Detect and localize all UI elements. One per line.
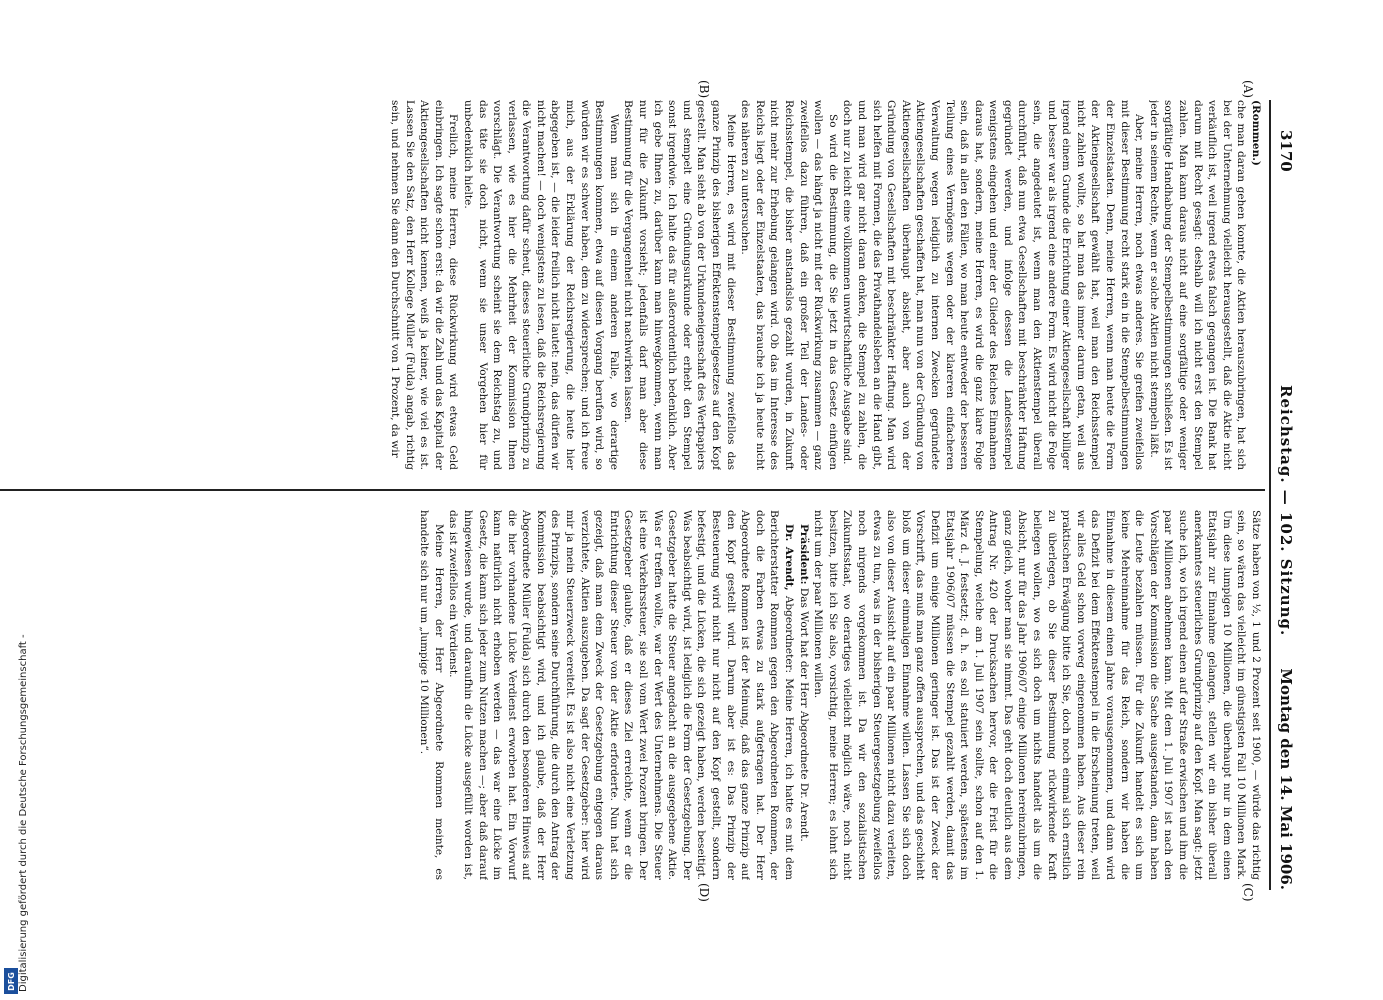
left-paragraph-1: che man daran gehen konnte, die Aktien herauszubringen, hat sich bei der Unternehmung vielleicht herausgestellt, daß die Aktie nicht verkäuflich ist, weil irgend etwas falsch gegangen ist. Die Bank hat darum mit Recht gesagt: deshalb will ich nicht erst den Stempel zahlen. Man kann daraus nicht auf eine sorgfältige oder weniger sorgfältige Handhabung der Stempelbestimmungen schließen. Es ist jeder in seinem Rechte, wenn er solche Aktien nicht stempeln läßt. bbox=[1147, 100, 1248, 470]
president-label: Präsident: bbox=[797, 524, 810, 585]
running-title: Reichstag. — 102. Sitzung. bbox=[1277, 385, 1295, 637]
margin-mark-d: (D) bbox=[697, 883, 711, 902]
left-paragraph-3: So wird die Bestimmung, die Sie jetzt in das Gesetz einfügen wollen — das hängt ja nicht mit der Rückwirkung zusammen — ganz zweifellos dazu führen, daß ein großer Teil der Landes- oder Reichsstempel, die bisher anstandslos gezahlt wurden, in Zukunft nicht mehr zur Erhebung gelangen wird. Ob das im Interesse des Reichs liegt oder der Einzelstaaten, das brauche ich ja heute nicht des näheren zu untersuchen. bbox=[739, 100, 839, 470]
arendt-speech bbox=[446, 510, 796, 880]
president-line bbox=[796, 510, 811, 880]
arendt-paragraph-2: Meine Herren, der Herr Abgeordnete Rommen meinte, es handelte sich nur um „lumpige 10 Millionen“. bbox=[418, 510, 445, 880]
margin-mark-b: (B) bbox=[697, 80, 711, 99]
left-column bbox=[0, 100, 1263, 470]
right-paragraph-1: Sätze haben von ½, 1 und 2 Prozent seit 1900, — würde das richtig sein, so wären das vielleicht im günstigsten Fall 10 Millionen Mark. Um diese lumpigen 10 Millionen, die überhaupt nur in dem einen Etatsjahr zur Einnahme gelangen, stellen wir ein bisher überall anerkanntes steuerliches Grundprinzip auf den Kopf. Man sagt: jetzt suche ich, wo ich irgend einen auf der Straße erwischen und ihm die paar Millionen abnehmen kann. Mit dem 1. Juli 1907 ist nach den Vorschlägen der Kommission die Sache ausgestanden, dann haben die Leute bezahlen müssen. Für die Zukunft handelt es sich um keine Mehreinnahme für das Reich, sondern wir haben die Einnahme in diesem einen Jahre vorausgenommen, und dann wird das Defizit bei dem Effektenstempel in die Erscheinung treten, weil wir alles Geld schon vorweg eingenommen haben. Aus dieser rein praktischen Erwägung bitte ich Sie, doch noch einmal sich ernstlich zu überlegen, ob Sie dieser Bestimmung rückwirkende Kraft beilegen wollen, wo es sich doch um nichts handelt als um die Absicht, nur für das Jahr 1906/07 einige Millionen hereinzubringen, ganz gleich, woher man sie nimmt. Das geht doch deutlich aus dem Antrag Nr. 420 der Drucksachen hervor, der die Frist für die Stempelung, welche am 1. Juli 1907 sein sollte, schon auf den 1. März d. J. festsetzt; d. h. es soll statuiert werden, spätestens im Etatsjahr 1906/07 müssen die Stempel gezahlt werden, damit das Defizit um einige Millionen geringer ist. Das ist der Zweck der Vorschrift, das muß man ganz offen aussprechen, und das geschieht bloß um dieser einmaligen Einnahme willen. Lassen Sie sich doch also von dieser Aussicht auf ein paar Millionen nicht dazu verleiten, etwas zu tun, was in der bisherigen Steuergesetzgebung zweifellos noch nirgends vorgekommen ist. Da wir den sozialistischen Zukunftsstaat, wo derartiges vielleicht möglich wäre, noch nicht besitzen, bitte ich Sie also, vorsichtig, meine Herren; es lohnt sich nicht um der paar Millionen willen. bbox=[812, 510, 1262, 880]
header-rule bbox=[1269, 100, 1271, 890]
left-paragraph-5: Wenn man sich in einem anderen Falle, wo derartige Bestimmungen kommen, etwa auf diesen Vorgang berufen wird, so würden wir es schwer haben, dem zu widersprechen; und ich freue mich, aus der Erklärung der Reichsregierung, die heute hier abgegeben ist, — die leider freilich nicht lautet: nein, das dürfen wir nicht machen! — doch wenigstens zu lesen, daß die Reichsregierung die Verantwortung dafür scheut, dieses steuerliche Grundprinzip zu verlassen, wie es hier die Mehrheit der Kommission Ihnen vorschlägt. Die Verantwortung scheint sie dem Reichstag zu, und das täte sie doch nicht, wenn sie unser Vorgehen hier für unbedenklich hielte. bbox=[461, 100, 620, 470]
margin-mark-a: (A) bbox=[1241, 80, 1255, 99]
footer bbox=[0, 0, 29, 1000]
margin-mark-c: (C) bbox=[1241, 883, 1255, 902]
right-column bbox=[0, 510, 1263, 880]
session-date: Montag den 14. Mai 1906. bbox=[1277, 668, 1295, 890]
left-paragraph-4: Meine Herren, es wird mit dieser Bestimmung zweifellos das ganze Prinzip des bisherigen Effektenstempelgesetzes auf den Kopf gestellt. Man sieht ab von der Urkundeneigenschaft des Wertpapiers und stempelt eine Gründungsurkunde oder erhebt den Stempel sonst irgendwie. Ich halte das für außerordentlich bedenklich. Aber ich gebe Ihnen zu, darüber kann man hinwegkommen, wenn man nur für die Zukunft vorsieht; jedenfalls darf man aber diese Bestimmung für die Vergangenheit nicht nachwirken lassen. bbox=[622, 100, 737, 470]
page-header bbox=[1273, 130, 1295, 890]
column-divider bbox=[0, 489, 1265, 491]
footer-text: Digitalisierung gefördert durch die Deutsche Forschungsgemeinschaft - bbox=[18, 634, 29, 992]
speaker-tag: (Rommen.) bbox=[1250, 100, 1262, 166]
arendt-label: Dr. Arendt, bbox=[783, 524, 795, 591]
president-text: Das Wort hat der Herr Abgeordnete Dr. Arendt. bbox=[797, 587, 810, 842]
page-number: 3170 bbox=[1277, 130, 1295, 172]
left-paragraph-6: Freilich, meine Herren, diese Rückwirkung wird etwas Geld einbringen. Ich sagte schon erst: da wir die Zahl und das Kapital der Aktiengesellschaften nicht kennen, weiß ja keiner, wie viel es ist. Lassen Sie den Satz, den Herr Kollege Müller (Fulda) angab, richtig sein, und nehmen Sie dann den Durchschnitt von 1 Prozent, da wir bbox=[388, 100, 460, 470]
dfg-logo bbox=[4, 968, 18, 994]
arendt-paragraph-1: Abgeordneter: Meine Herren, ich hatte es mit dem Berichterstatter Rommen gegen den Abgeordneten Rommen, der doch die Farben etwas zu stark aufgetragen hat. Der Herr Abgeordnete Rommen ist der Meinung, daß das ganze Prinzip auf den Kopf gestellt wird. Darum aber ist es: Das Prinzip der Besteuerung wird nicht nur nicht auf den Kopf gestellt, sondern befestigt, und die Lücken, die sich gezeigt haben, werden beseitigt. Was beabsichtigt wird, ist lediglich die Form der Gesetzgebung. Der Gesetzgeber hatte die Steuer angedacht an die ausgegebene Aktie. Was er treffen wollte, war der Wert des Unternehmens. Die Steuer ist eine Verkehrssteuer, sie soll vom Wert zwei Prozent bringen. Der Gesetzgeber glaubte, daß er dieses Ziel erreichte, wenn er die Entrichtung dieser Steuer von der Aktie erforderte. Nun hat sich gezeigt, daß man dem Zweck der Gesetzgebung entgegen daraus verzichtete, Aktien auszugeben. Da sagt der Gesetzgeber: hier wird mir ja mein Steuerzweck vereitelt. Es ist also nicht eine Verletzung des Prinzips, sondern seine Durchführung, die durch den Antrag der Kommission beabsichtigt wird, und ich glaube, daß der Herr Abgeordnete Müller (Fulda) sich durch den besonderen Hinweis auf die hier vorhandene Lücke Verdienst erworben hat. Ein Vorwurf kann natürlich nicht erhoben werden — das war eine Lücke im Gesetz, die kann sich jeder zum Nutzen machen —; aber daß darauf hingewiesen wurde, und daraufhin die Lücke ausgefüllt worden ist, das ist zweifellos ein Verdienst. bbox=[447, 510, 795, 880]
left-paragraph-2: Aber, meine Herren, noch etwas anderes. Sie greifen zweifellos mit dieser Bestimmung recht stark ein in die Stempelbestimmungen der Einzelstaaten. Denn, meine Herren, wenn man heute die Form der Aktiengesellschaft gewählt hat, weil man den Reichsstempel nicht zahlen wollte, so hat man das immer darum getan, weil aus irgend einem Grunde die Errichtung einer Aktiengesellschaft billiger und besser war als irgend eine andere Form. Es wird nicht die Folge sein, die angedeutet ist, wenn man den Aktienstempel überall durchführt, daß nun etwa Gesellschaften mit beschränkter Haftung gegründet werden, und infolge dessen die Landesstempel wenigstens eingehen und einer der Glieder des Reiches Einnahmen daraus hat, sondern, meine Herren, es wird die ganz klare Folge sein, daß in allen den Fällen, wo man heute entweder der besseren Teilung eines Vermögens wegen oder der klareren einfacheren Verwaltung wegen lediglich zu internen Zwecken gegründete Aktiengesellschaften geschaffen hat, man nun von der Gründung von Aktiengesellschaften überhaupt absieht, aber auch von der Gründung von Gesellschaften mit beschränkter Haftung. Man wird sich helfen mit Formen, die das Privathandelsleben an die Hand gibt, und man wird gar nicht daran denken, die Stempel zu zahlen, die doch nur zu leicht eine vollkommen unwirtschaftliche Ausgabe sind. bbox=[841, 100, 1146, 470]
dfg-logo-text: DFG bbox=[6, 971, 16, 991]
